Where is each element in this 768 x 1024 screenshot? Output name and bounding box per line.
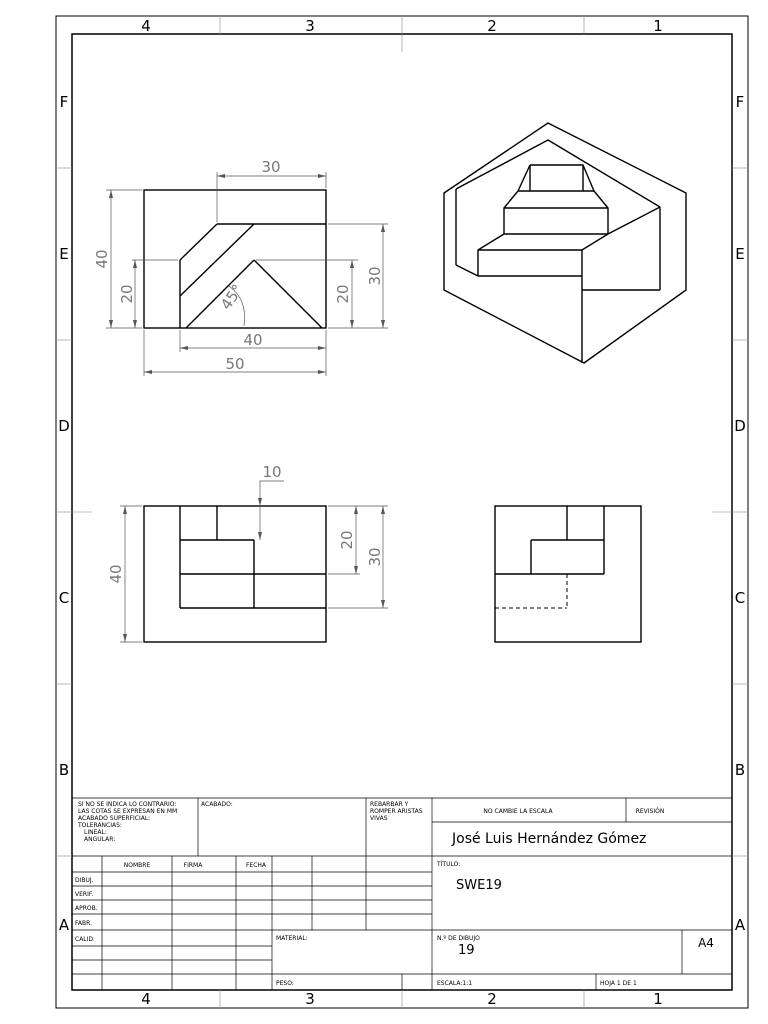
column-label-bottom: 3	[305, 990, 315, 1008]
deburr-line: VIVAS	[370, 815, 388, 822]
material-label: MATERIAL:	[276, 935, 308, 942]
column-label-bottom: 1	[653, 990, 663, 1008]
title-block	[72, 798, 732, 990]
dim-overall-width: 50	[225, 355, 245, 373]
dim-angle: 45°	[216, 281, 247, 314]
drawing-number-label: N.º DE DIBUJO	[437, 935, 480, 942]
top-view-dimension-text	[107, 463, 384, 584]
row-label-right: B	[734, 761, 746, 779]
note-line: LAS COTAS SE EXPRESAN EN MM	[78, 808, 178, 815]
column-label-top: 2	[487, 17, 497, 35]
zone-labels	[58, 17, 746, 1008]
row-label-left: D	[58, 417, 70, 435]
dim-right-depth: 30	[366, 547, 384, 567]
dim-right-inner-height: 20	[334, 284, 352, 304]
row-label-left: F	[59, 93, 69, 111]
finish-label: ACABADO:	[201, 801, 233, 808]
dim-depth-offset: 10	[262, 463, 282, 481]
title-block-text	[75, 801, 714, 987]
note-line: SI NO SE INDICA LO CONTRARIO:	[78, 801, 177, 808]
column-header-name: NOMBRE	[123, 862, 151, 869]
drawing-title: SWE19	[456, 878, 502, 893]
revision-label: REVISIÓN	[635, 808, 665, 815]
sheet-number-label: HOJA 1 DE 1	[600, 980, 637, 987]
row-label-drawn: DIBUJ.	[75, 877, 94, 884]
top-view	[144, 506, 326, 642]
row-label-left: B	[58, 761, 70, 779]
dim-top-width: 30	[261, 158, 281, 176]
dim-inner-width: 40	[243, 331, 263, 349]
row-label-quality: CALID.	[75, 936, 95, 943]
note-line: ANGULAR:	[84, 836, 116, 843]
row-label-manufacturing: FABR.	[75, 920, 92, 927]
side-view-hidden-lines	[495, 574, 567, 608]
dim-right-height: 30	[366, 266, 384, 286]
dim-overall-height: 40	[93, 249, 111, 269]
dim-overall-depth: 40	[107, 564, 125, 584]
sheet-size: A4	[698, 936, 714, 950]
dim-step-depth: 20	[338, 530, 356, 550]
row-label-approved: APROB.	[75, 905, 98, 912]
row-label-right: D	[734, 417, 746, 435]
column-label-top: 1	[653, 17, 663, 35]
row-label-left: C	[58, 589, 70, 607]
dim-left-height: 20	[118, 284, 136, 304]
deburr-line: REBARBAR Y	[370, 801, 409, 808]
scale-label: ESCALA:1:1	[437, 980, 473, 987]
side-view	[495, 506, 641, 642]
sheet-frame	[56, 16, 748, 1008]
author-name: José Luis Hernández Gómez	[452, 831, 647, 847]
column-label-top: 3	[305, 17, 315, 35]
column-header-date: FECHA	[245, 862, 267, 869]
deburr-line: ROMPER ARISTAS	[370, 808, 423, 815]
row-label-left: E	[59, 245, 69, 263]
column-label-bottom: 4	[141, 990, 151, 1008]
row-label-checked: VERIF.	[75, 891, 94, 898]
no-scale-note: NO CAMBIE LA ESCALA	[483, 808, 553, 815]
row-label-right: E	[735, 245, 745, 263]
isometric-view	[444, 123, 686, 363]
svg-text:REBARBAR Y ROMPER ARISTA	[370, 801, 424, 822]
row-label-left: A	[58, 916, 70, 934]
note-line: TOLERANCIAS:	[78, 822, 122, 829]
title-label: TÍTULO:	[437, 861, 461, 868]
row-label-right: C	[734, 589, 746, 607]
note-line: LINEAL:	[84, 829, 107, 836]
svg-text:SI NO SE INDICA LO CONTRARIO:	[77, 801, 179, 843]
drawing-number: 19	[458, 943, 475, 958]
note-line: ACABADO SUPERFICIAL:	[78, 815, 151, 822]
weight-label: PESO:	[276, 980, 294, 987]
column-label-top: 4	[141, 17, 151, 35]
column-label-bottom: 2	[487, 990, 497, 1008]
row-label-right: F	[735, 93, 745, 111]
column-header-signature: FIRMA	[183, 862, 203, 869]
row-label-right: A	[734, 916, 746, 934]
